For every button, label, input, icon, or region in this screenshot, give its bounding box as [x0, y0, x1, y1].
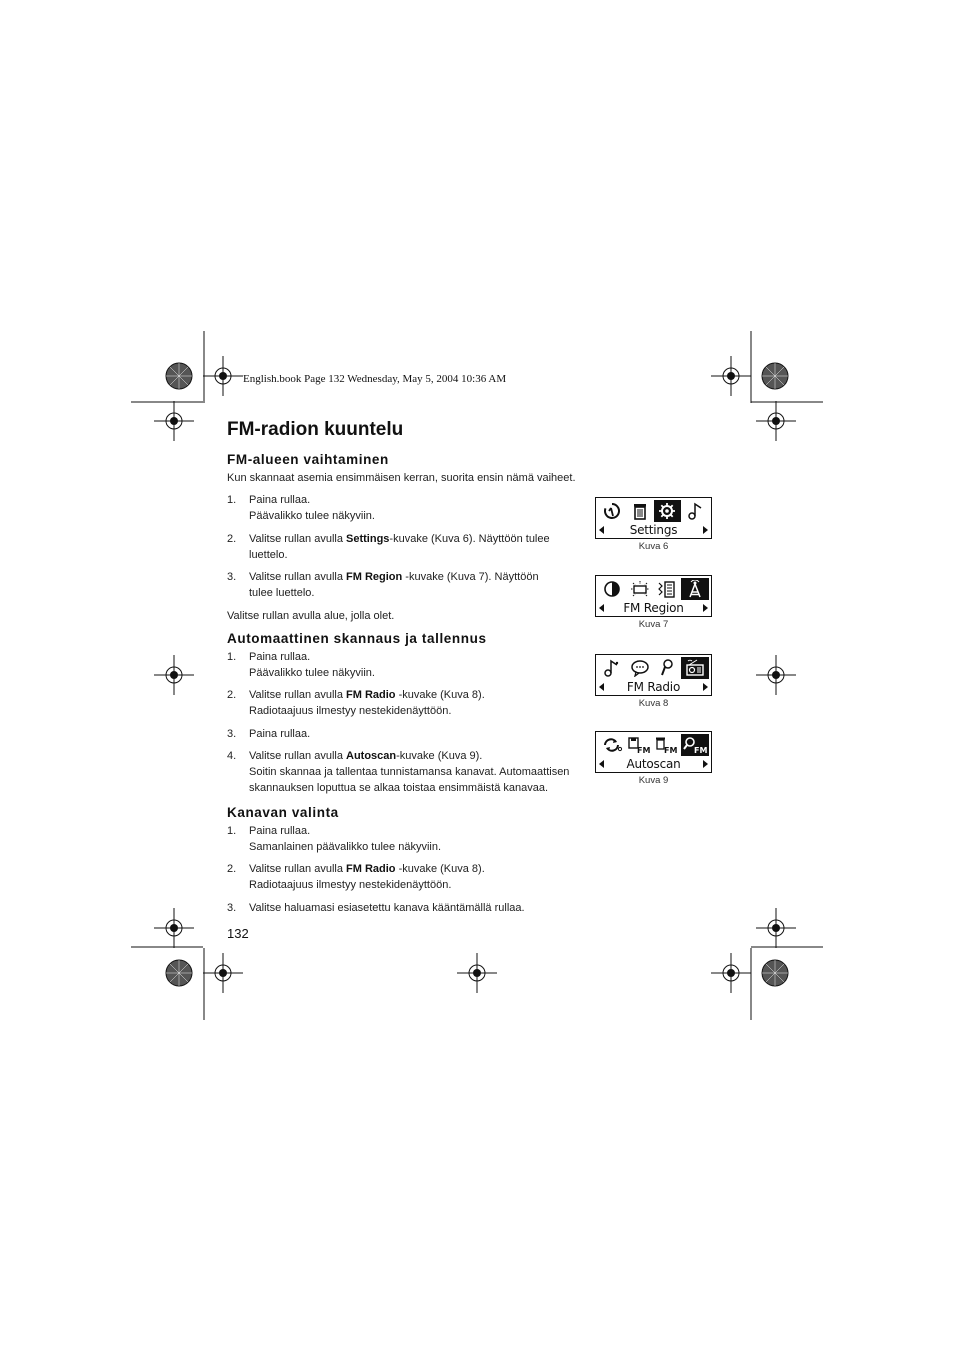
registration-mark — [154, 908, 194, 948]
step-text: -kuvake (Kuva 9). — [396, 750, 483, 762]
color-burst-mark — [166, 960, 192, 986]
registration-mark — [203, 356, 243, 396]
step-line: Paina rullaa. — [249, 651, 311, 663]
step-term: FM Region — [346, 571, 403, 583]
step-line: luettelo. — [249, 549, 288, 561]
step-line: Soitin skannaa ja tallentaa tunnistamansa kanavat. Automaattisen — [249, 766, 570, 778]
registration-mark — [203, 953, 243, 993]
step-text: Valitse rullan avulla — [249, 571, 347, 583]
page-number: 132 — [227, 926, 249, 941]
step-number: 2. — [227, 689, 237, 701]
step-number: 1. — [227, 651, 237, 663]
step-term: Settings — [346, 533, 390, 545]
region-intro: Kun skannaat asemia ensimmäisen kerran, suorita ensin nämä vaiheet. — [227, 472, 576, 484]
lcd-label: Settings — [629, 523, 678, 537]
registration-mark — [711, 356, 751, 396]
step-term: FM Radio — [346, 689, 396, 701]
section-heading-autoscan: Automaattinen skannaus ja tallennus — [227, 631, 487, 646]
page-title: FM-radion kuuntelu — [227, 419, 404, 440]
step-line: skannauksen loputtua se alkaa toistaa ensimmäistä kanavaa. — [249, 782, 549, 794]
step-text: -kuvake (Kuva 8). — [395, 689, 485, 701]
step-number: 1. — [227, 825, 237, 837]
lcd-label: Autoscan — [626, 757, 681, 771]
step-text: Valitse rullan avulla — [249, 863, 347, 875]
registration-mark — [756, 908, 796, 948]
step-term: Autoscan — [346, 750, 397, 762]
region-outro: Valitse rullan avulla alue, jolla olet. — [227, 610, 395, 622]
svg-text:FM: FM — [664, 746, 678, 754]
step-line: Radiotaajuus ilmestyy nestekidenäyttöön. — [249, 879, 452, 891]
figure-caption: Kuva 8 — [638, 698, 669, 709]
step-line: Päävalikko tulee näkyviin. — [249, 667, 375, 679]
step-line: tulee luettelo. — [249, 587, 315, 599]
registration-mark — [154, 655, 194, 695]
lcd-label: FM Radio — [626, 680, 681, 694]
step-term: FM Radio — [346, 863, 396, 875]
step-line: Radiotaajuus ilmestyy nestekidenäyttöön. — [249, 705, 452, 717]
registration-mark — [154, 401, 194, 441]
step-number: 2. — [227, 533, 237, 545]
color-burst-mark — [762, 960, 788, 986]
step-line: Valitse haluamasi esiasetettu kanava kääntämällä rullaa. — [249, 902, 525, 914]
figure-caption: Kuva 7 — [638, 619, 669, 630]
svg-text:FM: FM — [694, 746, 708, 754]
step-text: Valitse rullan avulla — [249, 533, 347, 545]
registration-mark — [711, 953, 751, 993]
step-number: 4. — [227, 750, 237, 762]
step-number: 3. — [227, 728, 237, 740]
step-text: Valitse rullan avulla — [249, 750, 347, 762]
figure-caption: Kuva 6 — [638, 541, 669, 552]
registration-mark — [756, 401, 796, 441]
lcd-label: FM Region — [623, 601, 684, 615]
step-text: Valitse rullan avulla — [249, 689, 347, 701]
step-line: Samanlainen päävalikko tulee näkyviin. — [249, 841, 442, 853]
figure-caption: Kuva 9 — [638, 775, 669, 786]
step-number: 3. — [227, 902, 237, 914]
step-number: 3. — [227, 571, 237, 583]
step-number: 2. — [227, 863, 237, 875]
step-line: Paina rullaa. — [249, 825, 311, 837]
step-text: -kuvake (Kuva 6). Näyttöön tulee — [389, 533, 550, 545]
step-line: Paina rullaa. — [249, 494, 311, 506]
step-text: -kuvake (Kuva 7). Näyttöön — [402, 571, 539, 583]
print-header: English.book Page 132 Wednesday, May 5, 2004 10:36 AM — [243, 373, 507, 385]
color-burst-mark — [166, 363, 192, 389]
crop-line — [131, 331, 823, 403]
step-text: -kuvake (Kuva 8). — [395, 863, 485, 875]
color-burst-mark — [762, 363, 788, 389]
step-line: Päävalikko tulee näkyviin. — [249, 510, 375, 522]
step-line: Paina rullaa. — [249, 728, 311, 740]
step-number: 1. — [227, 494, 237, 506]
svg-text:FM: FM — [636, 746, 651, 754]
section-heading-region: FM-alueen vaihtaminen — [227, 452, 389, 467]
section-heading-channel: Kanavan valinta — [227, 805, 339, 820]
registration-mark — [457, 953, 497, 993]
registration-mark — [756, 655, 796, 695]
